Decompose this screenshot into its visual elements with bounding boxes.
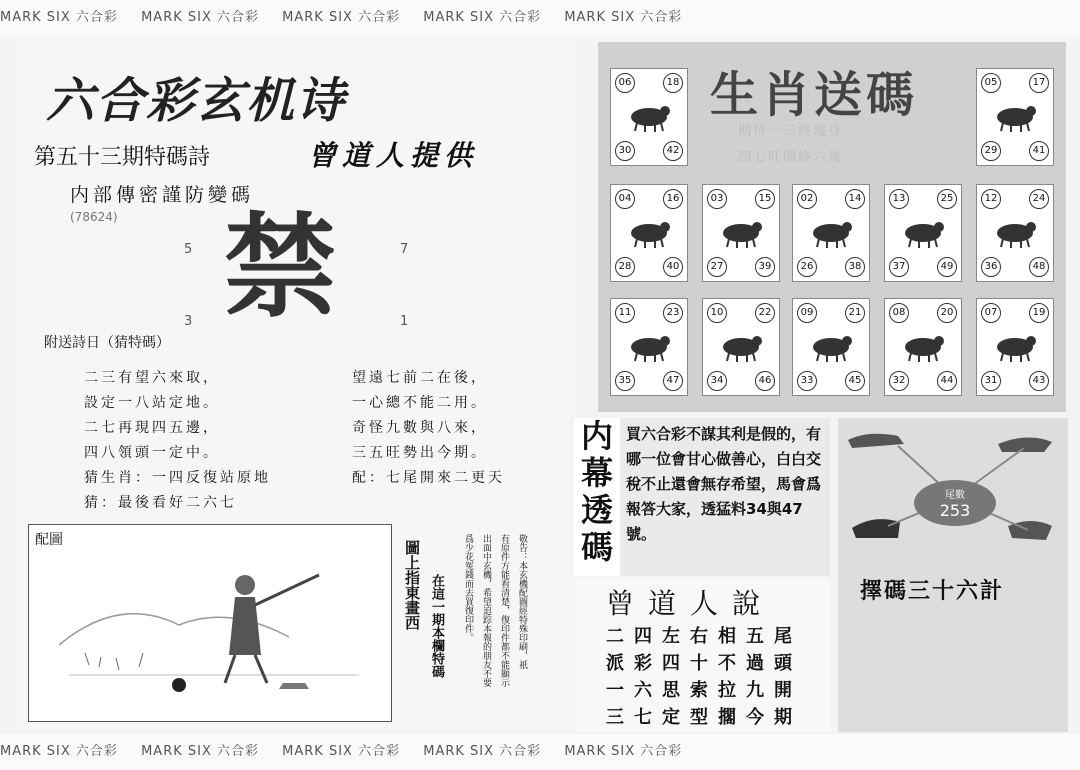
attach-label: 附送詩日（猜特碼） bbox=[44, 335, 170, 351]
card-number: 09 bbox=[797, 303, 817, 323]
band-text: MARK SIX 六合彩 bbox=[564, 744, 683, 759]
says-panel bbox=[576, 578, 830, 732]
zodiac-card bbox=[702, 298, 780, 396]
card-number: 36 bbox=[981, 257, 1001, 277]
tail-number-badge bbox=[914, 480, 996, 526]
card-number: 08 bbox=[889, 303, 909, 323]
card-number: 04 bbox=[615, 189, 635, 209]
card-number: 32 bbox=[889, 371, 909, 391]
notice-column: 爲少花冤錢而去買復印件。 bbox=[463, 534, 473, 642]
card-number: 40 bbox=[663, 257, 683, 277]
card-number: 49 bbox=[937, 257, 957, 277]
poem-line: 二三有望六來取， bbox=[84, 370, 220, 386]
inner-title-char: 内 bbox=[580, 417, 613, 455]
corner-number: 3 bbox=[184, 314, 193, 329]
card-number: 12 bbox=[981, 189, 1001, 209]
top-watermark-band bbox=[0, 0, 1080, 36]
card-number: 20 bbox=[937, 303, 957, 323]
strategy-panel bbox=[838, 418, 1068, 732]
poem-line: 四八領頭一定中。 bbox=[84, 445, 220, 461]
strategy-title: 擇碼三十六計 bbox=[860, 579, 1005, 604]
rooster-icon bbox=[807, 325, 855, 365]
band-text: MARK SIX 六合彩 bbox=[141, 744, 260, 759]
band-text: MARK SIX 六合彩 bbox=[0, 744, 118, 759]
band-text: MARK SIX 六合彩 bbox=[141, 10, 260, 25]
card-number: 23 bbox=[663, 303, 683, 323]
inner-vertical-title bbox=[574, 418, 620, 576]
rabbit-icon bbox=[717, 211, 765, 251]
card-number: 26 bbox=[797, 257, 817, 277]
snake-icon bbox=[899, 211, 947, 251]
card-number: 33 bbox=[797, 371, 817, 391]
says-line: 二四左右相五尾 bbox=[606, 626, 802, 647]
horse-icon bbox=[991, 211, 1039, 251]
card-number: 30 bbox=[615, 141, 635, 161]
poem-line: 配：七尾開來二更天 bbox=[352, 470, 505, 486]
card-number: 07 bbox=[981, 303, 1001, 323]
zodiac-card bbox=[702, 184, 780, 282]
card-number: 16 bbox=[663, 189, 683, 209]
inner-title-char: 碼 bbox=[580, 528, 613, 566]
poem-line: 猜生肖：一四反復站原地 bbox=[84, 470, 271, 486]
says-line: 派彩四十不過頭 bbox=[606, 653, 802, 674]
tiger-icon bbox=[625, 211, 673, 251]
dragon-icon bbox=[807, 211, 855, 251]
farmer-illustration-icon bbox=[29, 525, 389, 719]
poem-line: 三五旺勢出今期。 bbox=[352, 445, 488, 461]
card-number: 03 bbox=[707, 189, 727, 209]
band-text: MARK SIX 六合彩 bbox=[0, 10, 118, 25]
inner-paragraph: 買六合彩不謀其利是假的，有哪一位會甘心做善心，白白交稅不止還會無存希望，馬會爲報答大家，透猛料34與47號。 bbox=[620, 418, 830, 576]
poem-left bbox=[84, 366, 271, 516]
secret-note: 内部傳密謹防變碼 bbox=[70, 184, 255, 206]
poem-line: 二七再現四五邊， bbox=[84, 420, 220, 436]
poem-right bbox=[352, 366, 505, 491]
card-number: 29 bbox=[981, 141, 1001, 161]
poem-line: 奇怪九數與八來， bbox=[352, 420, 488, 436]
card-number: 06 bbox=[615, 73, 635, 93]
card-number: 38 bbox=[845, 257, 865, 277]
card-number: 34 bbox=[707, 371, 727, 391]
card-number: 41 bbox=[1029, 141, 1049, 161]
zodiac-card bbox=[976, 184, 1054, 282]
card-number: 27 bbox=[707, 257, 727, 277]
hint-column: 在這一期本欄特碼 bbox=[429, 574, 444, 678]
notice-column: 敬告：本玄機配圖經特殊印刷，祇 bbox=[517, 534, 527, 669]
card-number: 43 bbox=[1029, 371, 1049, 391]
zodiac-card bbox=[884, 298, 962, 396]
rat-icon bbox=[625, 95, 673, 135]
card-number: 19 bbox=[1029, 303, 1049, 323]
monkey-icon bbox=[717, 325, 765, 365]
card-number: 15 bbox=[755, 189, 775, 209]
inner-title-char: 透 bbox=[580, 491, 613, 529]
says-line: 一六思索拉九開 bbox=[606, 680, 802, 701]
band-text: MARK SIX 六合彩 bbox=[282, 744, 401, 759]
ox-icon bbox=[991, 95, 1039, 135]
band-text: MARK SIX 六合彩 bbox=[423, 10, 542, 25]
poem-line: 望遠七前二在後， bbox=[352, 370, 488, 386]
card-number: 13 bbox=[889, 189, 909, 209]
band-text: MARK SIX 六合彩 bbox=[564, 10, 683, 25]
card-number: 44 bbox=[937, 371, 957, 391]
badge-label: 尾數 bbox=[945, 490, 965, 501]
card-number: 47 bbox=[663, 371, 683, 391]
bottom-watermark-band bbox=[0, 734, 1080, 770]
goat-icon bbox=[625, 325, 673, 365]
zodiac-card bbox=[610, 298, 688, 396]
zodiac-faint-line: 期待一三終現身 bbox=[738, 124, 844, 139]
says-line: 三七定型擱今期 bbox=[606, 707, 802, 728]
card-number: 02 bbox=[797, 189, 817, 209]
card-number: 35 bbox=[615, 371, 635, 391]
poem-line: 猜：最後看好二六七 bbox=[84, 495, 237, 511]
dog-icon bbox=[899, 325, 947, 365]
band-text: MARK SIX 六合彩 bbox=[282, 10, 401, 25]
illustration-label: 配圖 bbox=[35, 532, 63, 548]
card-number: 25 bbox=[937, 189, 957, 209]
badge-value: 253 bbox=[939, 501, 971, 520]
card-number: 39 bbox=[755, 257, 775, 277]
provider-label: 曾道人提供 bbox=[308, 139, 479, 172]
card-number: 14 bbox=[845, 189, 865, 209]
corner-number: 5 bbox=[184, 242, 193, 257]
card-number: 31 bbox=[981, 371, 1001, 391]
zodiac-panel bbox=[598, 42, 1066, 412]
card-number: 21 bbox=[845, 303, 865, 323]
corner-number: 1 bbox=[400, 314, 409, 329]
says-title: 曾道人說 bbox=[606, 587, 775, 620]
page-title: 六合彩玄机诗 bbox=[46, 73, 347, 129]
zodiac-card bbox=[976, 68, 1054, 166]
card-number: 05 bbox=[981, 73, 1001, 93]
card-number: 42 bbox=[663, 141, 683, 161]
card-number: 17 bbox=[1029, 73, 1049, 93]
corner-number: 7 bbox=[400, 242, 409, 257]
card-number: 10 bbox=[707, 303, 727, 323]
notice-column: 有原件方能看清楚，復印件都不能顯示 bbox=[499, 534, 509, 687]
hint-column: 圖上指東畫西 bbox=[403, 540, 421, 630]
zodiac-faint-line: 四七旺開終六尾 bbox=[738, 150, 844, 165]
card-number: 24 bbox=[1029, 189, 1049, 209]
poem-panel bbox=[18, 44, 570, 730]
zodiac-card bbox=[610, 184, 688, 282]
card-number: 37 bbox=[889, 257, 909, 277]
zodiac-card bbox=[792, 184, 870, 282]
inner-title-char: 幕 bbox=[580, 454, 613, 492]
poem-line: 一心總不能二用。 bbox=[352, 395, 488, 411]
card-number: 28 bbox=[615, 257, 635, 277]
card-number: 11 bbox=[615, 303, 635, 323]
band-text: MARK SIX 六合彩 bbox=[423, 744, 542, 759]
zodiac-title: 生肖送碼 bbox=[710, 67, 919, 123]
issue-subtitle: 第五十三期特碼詩 bbox=[34, 145, 211, 170]
card-number: 45 bbox=[845, 371, 865, 391]
notice-column: 出面中玄機，希望追踪本報的朋友不要 bbox=[481, 534, 491, 687]
card-number: 22 bbox=[755, 303, 775, 323]
zodiac-card bbox=[610, 68, 688, 166]
card-number: 48 bbox=[1029, 257, 1049, 277]
card-number: 18 bbox=[663, 73, 683, 93]
poem-line: 設定一八站定地。 bbox=[84, 395, 220, 411]
zodiac-card bbox=[884, 184, 962, 282]
zodiac-card bbox=[976, 298, 1054, 396]
illustration-frame bbox=[28, 524, 392, 722]
card-number: 46 bbox=[755, 371, 775, 391]
big-character: 禁 bbox=[224, 203, 336, 333]
pig-icon bbox=[991, 325, 1039, 365]
zodiac-card bbox=[792, 298, 870, 396]
code-note: (78624) bbox=[70, 210, 118, 224]
